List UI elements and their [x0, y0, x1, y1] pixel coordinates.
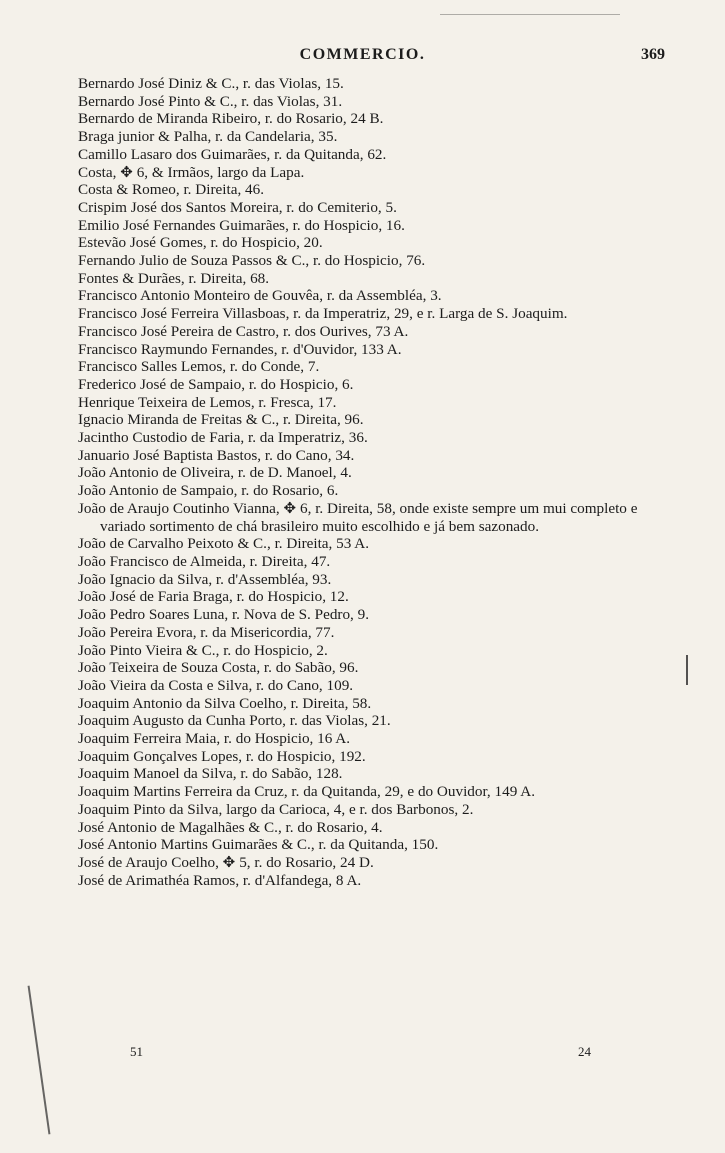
list-item: Joaquim Manoel da Silva, r. do Sabão, 128. [78, 765, 343, 783]
list-item: Bernardo José Pinto & C., r. das Violas, 31. [78, 92, 343, 110]
scan-artifact-top [440, 14, 620, 15]
signature-mark-right: 24 [578, 1044, 591, 1059]
running-title: COMMERCIO. [299, 46, 426, 63]
list-item: Costa & Romeo, r. Direita, 46. [78, 181, 265, 199]
list-item: José Antonio de Magalhães & C., r. do Rosario, 4. [78, 818, 383, 836]
list-item: Crispim José dos Santos Moreira, r. do Cemiterio, 5. [78, 198, 397, 216]
list-item: João Vieira da Costa e Silva, r. do Cano, 109. [78, 676, 354, 694]
list-item: Ignacio Miranda de Freitas & C., r. Direita, 96. [78, 411, 364, 429]
list-item: João de Araujo Coutinho Vianna, ✥ 6, r. Direita, 58, onde existe sempre um mui completo e variado sortimento de chá brasileiro muito escolhido e já bem sazonado. [78, 499, 638, 535]
list-item: Francisco José Ferreira Villasboas, r. da Imperatriz, 29, e r. Larga de S. Joaquim. [78, 305, 568, 323]
list-item: Francisco José Pereira de Castro, r. dos Ourives, 73 A. [78, 322, 409, 340]
list-item: José de Arimathéa Ramos, r. d'Alfandega, 8 A. [78, 871, 362, 889]
list-item: João Francisco de Almeida, r. Direita, 47. [78, 552, 331, 570]
list-item: Costa, ✥ 6, & Irmãos, largo da Lapa. [78, 163, 305, 181]
page-number: 369 [641, 46, 665, 63]
page-footer [0, 1044, 725, 1064]
list-item: Estevão José Gomes, r. do Hospicio, 20. [78, 234, 323, 252]
list-item: Joaquim Augusto da Cunha Porto, r. das Violas, 21. [78, 712, 391, 730]
list-item: João José de Faria Braga, r. do Hospicio, 12. [78, 588, 349, 606]
list-item: Joaquim Martins Ferreira da Cruz, r. da Quitanda, 29, e do Ouvidor, 149 A. [78, 783, 536, 801]
list-item: José de Araujo Coelho, ✥ 5, r. do Rosario, 24 D. [78, 853, 374, 871]
list-item: João Antonio de Oliveira, r. de D. Manoel, 4. [78, 464, 352, 482]
signature-mark-left: 51 [130, 1044, 143, 1059]
list-item: Fontes & Durães, r. Direita, 68. [78, 269, 270, 287]
list-item: Joaquim Pinto da Silva, largo da Carioca, 4, e r. dos Barbonos, 2. [78, 800, 474, 818]
list-item: Camillo Lasaro dos Guimarães, r. da Quitanda, 62. [78, 145, 387, 163]
list-item: Bernardo José Diniz & C., r. das Violas, 15. [78, 75, 344, 92]
list-item: Frederico José de Sampaio, r. do Hospicio, 6. [78, 375, 354, 393]
list-item: Joaquim Gonçalves Lopes, r. do Hospicio, 192. [78, 747, 366, 765]
list-item: João Teixeira de Souza Costa, r. do Sabão, 96. [78, 659, 359, 677]
list-item: Braga junior & Palha, r. da Candelaria, 35. [78, 128, 338, 146]
directory-list [78, 75, 658, 889]
list-item: João Pinto Vieira & C., r. do Hospicio, 2. [78, 641, 328, 659]
list-item: João Ignacio da Silva, r. d'Assembléa, 93. [78, 570, 332, 588]
list-item: José Antonio Martins Guimarães & C., r. da Quitanda, 150. [78, 836, 439, 854]
list-item: Henrique Teixeira de Lemos, r. Fresca, 17. [78, 393, 337, 411]
list-item: Jacintho Custodio de Faria, r. da Imperatriz, 36. [78, 429, 368, 447]
list-item: Francisco Raymundo Fernandes, r. d'Ouvidor, 133 A. [78, 340, 402, 358]
list-item: Fernando Julio de Souza Passos & C., r. do Hospicio, 76. [78, 252, 426, 270]
list-item: João de Carvalho Peixoto & C., r. Direita, 53 A. [78, 535, 370, 553]
list-item: João Pereira Evora, r. da Misericordia, 77. [78, 623, 335, 641]
list-item: Francisco Antonio Monteiro de Gouvêa, r. da Assembléa, 3. [78, 287, 442, 305]
list-item: Francisco Salles Lemos, r. do Conde, 7. [78, 358, 320, 376]
list-item: Joaquim Antonio da Silva Coelho, r. Direita, 58. [78, 694, 372, 712]
scan-artifact-right [686, 655, 688, 685]
list-item: João Antonio de Sampaio, r. do Rosario, 6. [78, 482, 339, 500]
page-header [0, 46, 725, 70]
list-item: João Pedro Soares Luna, r. Nova de S. Pedro, 9. [78, 606, 370, 624]
list-item: Joaquim Ferreira Maia, r. do Hospicio, 16 A. [78, 730, 351, 748]
list-item: Bernardo de Miranda Ribeiro, r. do Rosario, 24 B. [78, 110, 384, 128]
list-item: Emilio José Fernandes Guimarães, r. do Hospicio, 16. [78, 216, 405, 234]
list-item: Januario José Baptista Bastos, r. do Cano, 34. [78, 446, 355, 464]
